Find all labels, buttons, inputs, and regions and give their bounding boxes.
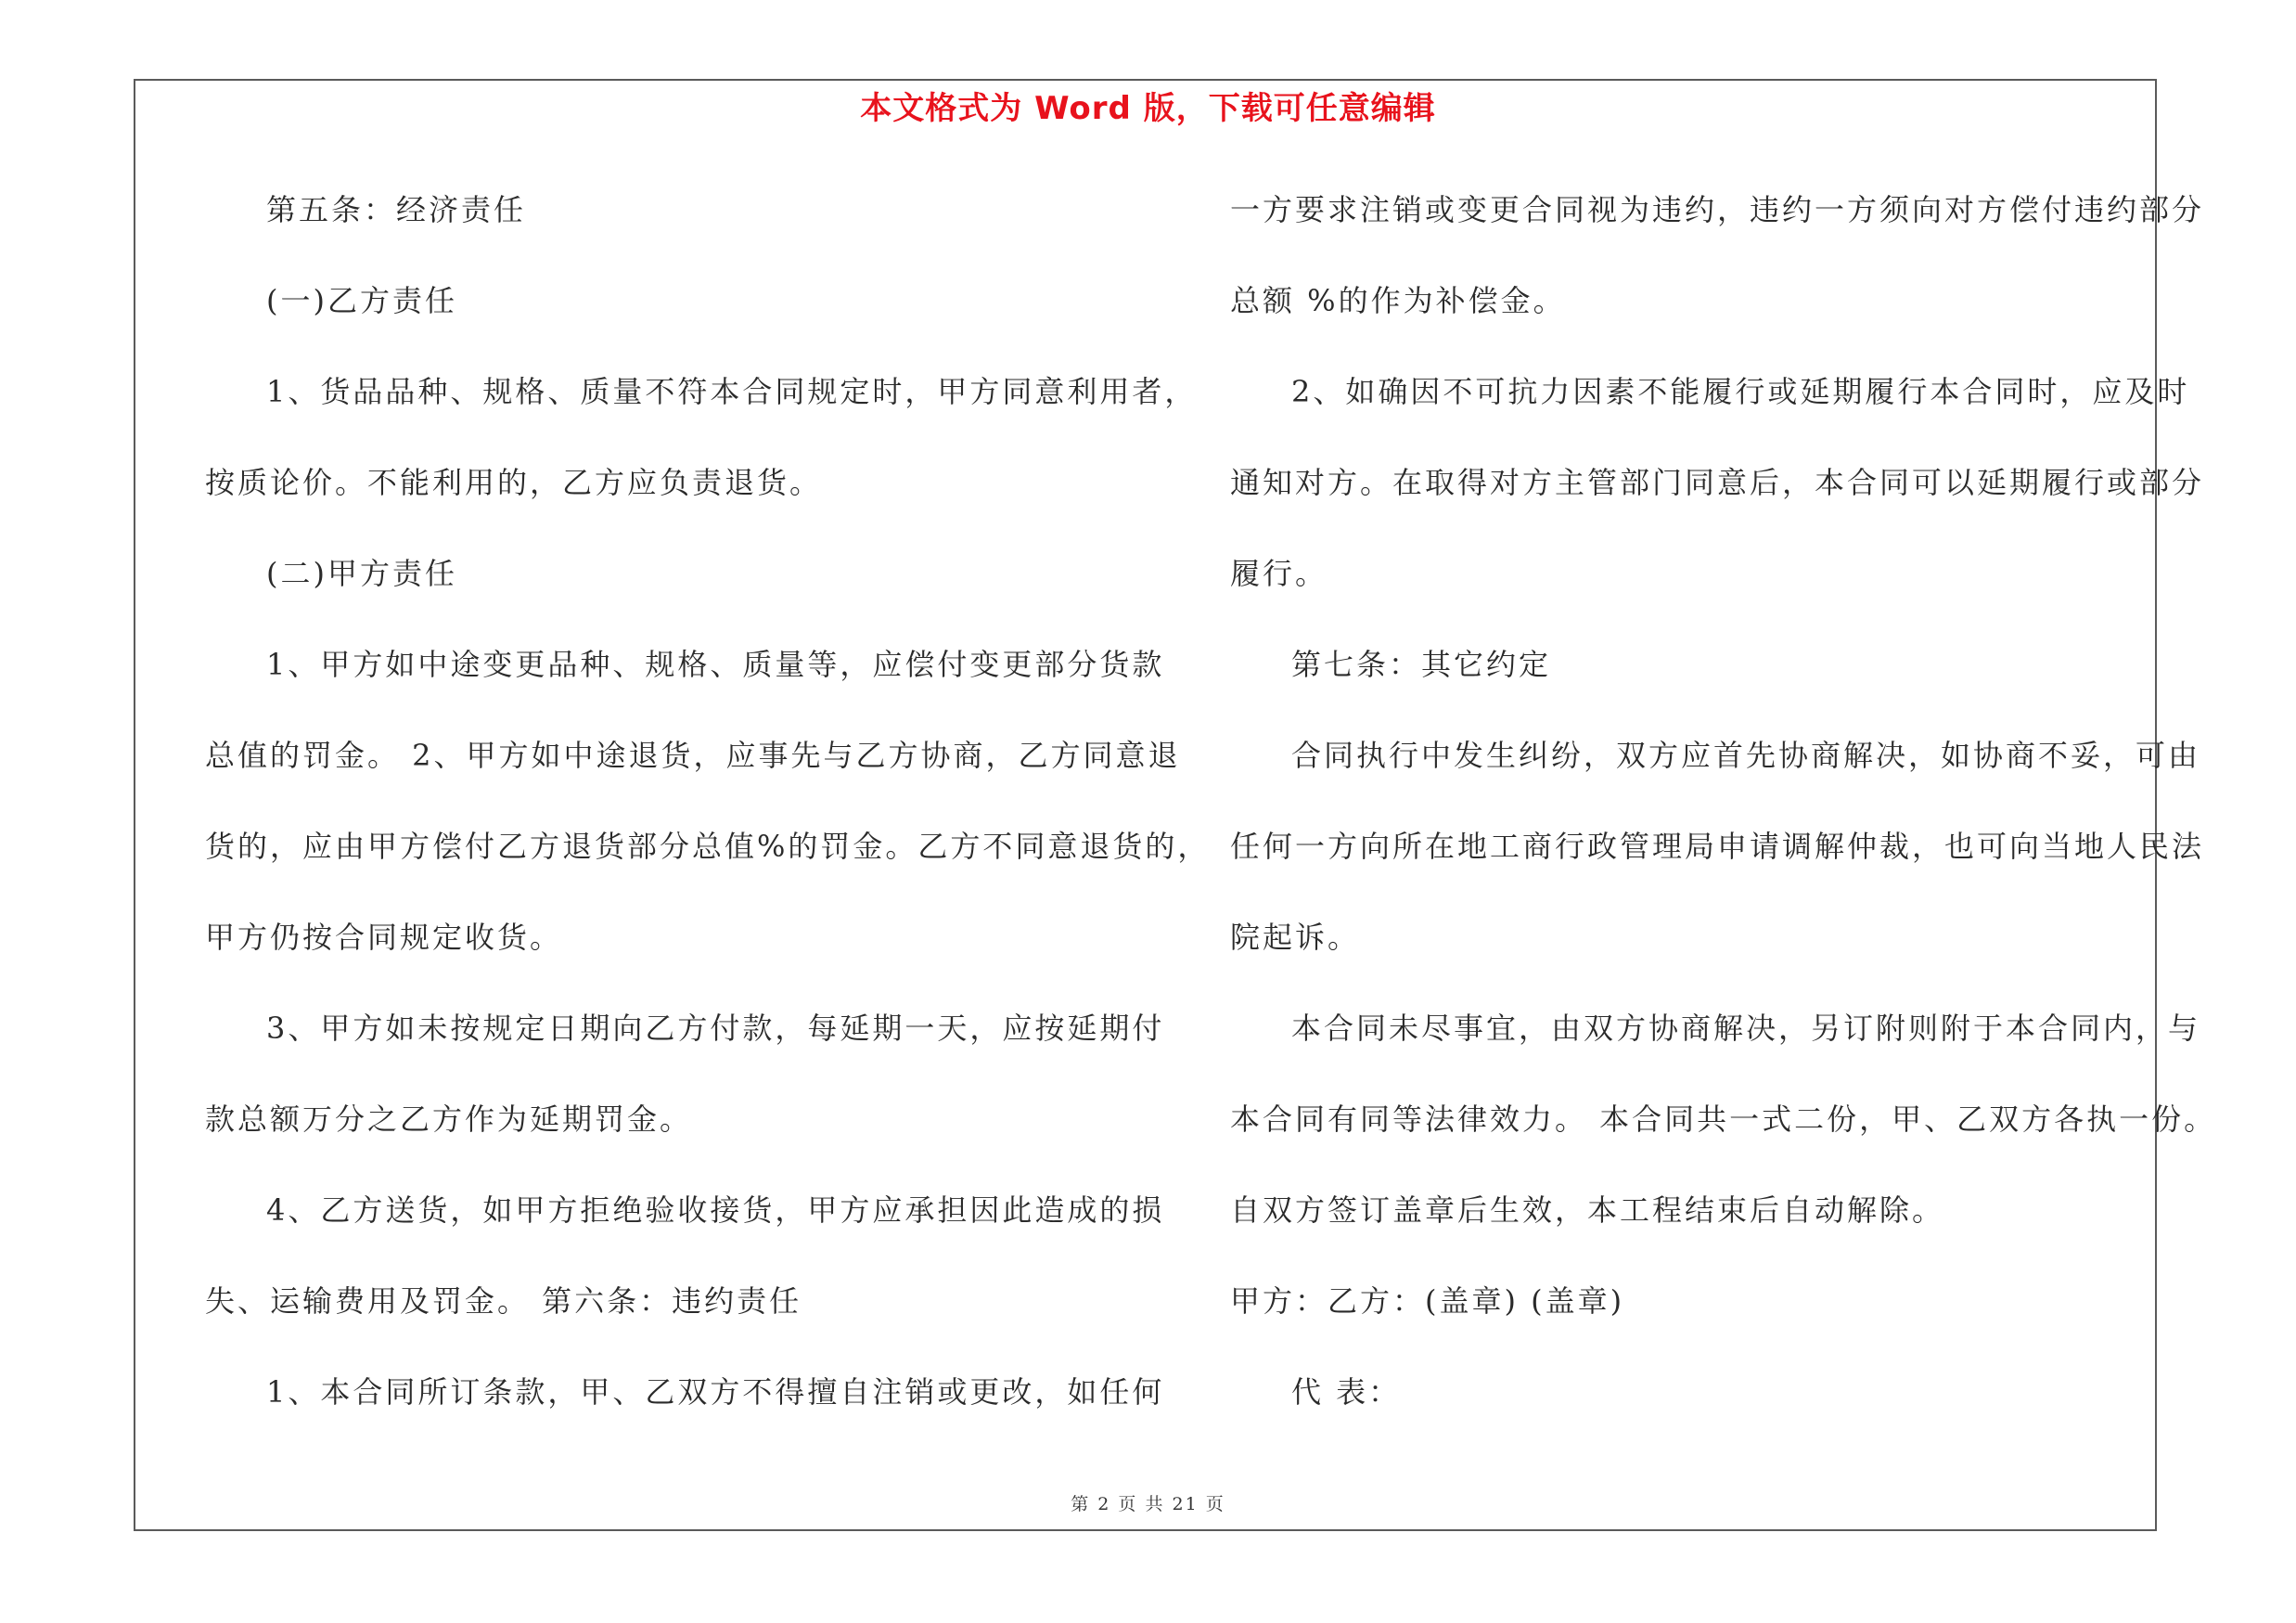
- text-line: 款总额万分之乙方作为延期罚金。: [205, 1101, 693, 1137]
- text-line: 合同执行中发生纠纷，双方应首先协商解决，如协商不妥，可由: [1291, 738, 2201, 773]
- text-line: 自双方签订盖章后生效，本工程结束后自动解除。: [1230, 1192, 1945, 1228]
- text-line: 履行。: [1230, 556, 1328, 591]
- text-line: 总值的罚金。 2、甲方如中途退货，应事先与乙方协商，乙方同意退: [205, 738, 1181, 773]
- page-number: 第 2 页 共 21 页: [1071, 1494, 1225, 1514]
- text-line: 通知对方。在取得对方主管部门同意后，本合同可以延期履行或部分: [1230, 465, 2205, 500]
- text-line: 2、如确因不可抗力因素不能履行或延期履行本合同时，应及时: [1291, 374, 2190, 409]
- text-line: 货的，应由甲方偿付乙方退货部分总值%的罚金。乙方不同意退货的，: [205, 829, 1211, 864]
- text-line: 按质论价。不能利用的，乙方应负责退货。: [205, 465, 823, 500]
- text-line: 4、乙方送货，如甲方拒绝验收接货，甲方应承担因此造成的损: [266, 1192, 1165, 1228]
- text-line: 甲方：乙方：(盖章) (盖章): [1230, 1283, 1625, 1319]
- text-line: 3、甲方如未按规定日期向乙方付款，每延期一天，应按延期付: [266, 1011, 1165, 1046]
- format-notice: 本文格式为 Word 版，下载可任意编辑: [860, 90, 1436, 127]
- text-line: 一方要求注销或变更合同视为违约，违约一方须向对方偿付违约部分: [1230, 192, 2205, 227]
- text-line: 第七条：其它约定: [1291, 647, 1552, 682]
- text-line: (一)乙方责任: [266, 283, 457, 318]
- left-text-column: [205, 184, 1211, 1457]
- text-line: 院起诉。: [1230, 920, 1361, 955]
- text-line: 任何一方向所在地工商行政管理局申请调解仲裁，也可向当地人民法: [1230, 829, 2205, 864]
- text-line: 失、运输费用及罚金。 第六条：违约责任: [205, 1283, 802, 1319]
- text-line: (二)甲方责任: [266, 556, 457, 591]
- text-line: 本合同未尽事宜，由双方协商解决，另订附则附于本合同内，与: [1291, 1011, 2201, 1046]
- text-line: 1、本合同所订条款，甲、乙双方不得擅自注销或更改，如任何: [266, 1374, 1165, 1410]
- text-line: 第五条：经济责任: [266, 192, 527, 227]
- text-line: 本合同有同等法律效力。 本合同共一式二份，甲、乙双方各执一份。: [1230, 1101, 2217, 1137]
- text-line: 总额 %的作为补偿金。: [1230, 283, 1566, 318]
- text-line: 代 表：: [1291, 1374, 1402, 1410]
- text-line: 1、货品品种、规格、质量不符本合同规定时，甲方同意利用者，: [266, 374, 1198, 409]
- text-line: 1、甲方如中途变更品种、规格、质量等，应偿付变更部分货款: [266, 647, 1165, 682]
- right-text-column: [1230, 184, 2217, 1457]
- text-line: 甲方仍按合同规定收货。: [205, 920, 563, 955]
